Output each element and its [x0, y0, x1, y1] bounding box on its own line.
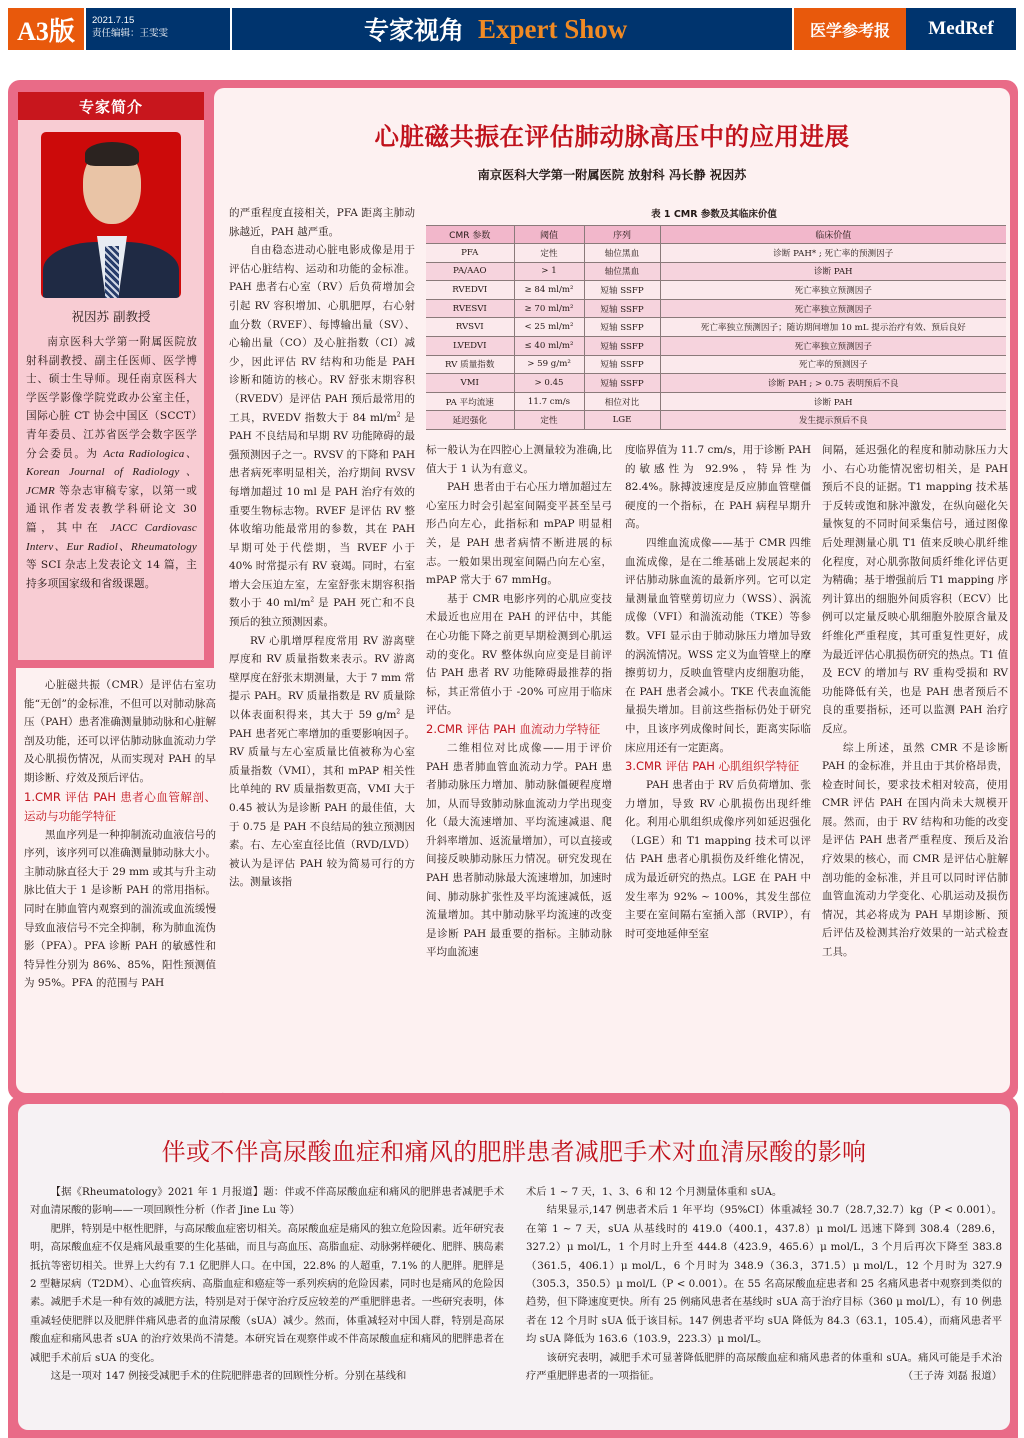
table-cell: 诊断 PAH [660, 262, 1006, 281]
table-cell: 11.7 cm/s [514, 392, 584, 411]
paragraph: PAH 患者由于右心压力增加超过左心室压力时会引起室间隔变平甚至呈弓形凸向左心，此指标和 mPAP 明显相关，是 PAH 患者病情不断进展的标志。一般如果出现室间隔凸向左心室，mPAP 常大于 67 mmHg。 [426, 481, 612, 587]
paragraph: 【据《Rheumatology》2021 年 1 月报道】题：伴或不伴高尿酸血症和痛风的肥胖患者减肥手术对血清尿酸的影响——一项回顾性分析（作者 Jine Lu 等） [30, 1186, 504, 1217]
table-cell: 死亡率的预测因子 [660, 355, 1006, 374]
issue-date: 2021.7.15 [92, 15, 135, 26]
table-cell: LVEDVI [426, 336, 514, 355]
table-cell: VMI [426, 374, 514, 393]
table-caption: 表 1 CMR 参数及其临床价值 [651, 209, 777, 220]
table-cell: PA/AAO [426, 262, 514, 281]
table-cell: RVSVI [426, 318, 514, 337]
table-header-cell: CMR 参数 [426, 226, 514, 244]
table-cell: 延迟强化 [426, 411, 514, 430]
column-title [232, 8, 792, 50]
brand-name-zh: 医学参考报 [794, 8, 906, 50]
paragraph: 心脏磁共振（CMR）是评估右室功能“无创”的金标准，不但可以对肺动脉高压（PAH）患者准确测量肺动脉和心脏解剖及功能，还可以评估肺动脉血流动力学及心肌损伤情况，从而实现对 PAH 的早期诊断、疗效及预后评估。 [24, 679, 216, 784]
table-cell: RV 质量指数 [426, 355, 514, 374]
paragraph: 间隔，延迟强化的程度和肺动脉压力大小、右心功能情况密切相关，是 PAH 预后不良的证据。T1 mapping 技术基于反转或饱和脉冲激发，在纵向磁化矢量恢复的不同时间采集信号，通过图像后处理测量心肌 T1 值来反映心肌纤维化程度，对心肌弥散间质纤维化评估更为精确；基于增强前后 T1 mapping 序列计算出的细胞外间质容积（ECV）比例可以定量反映心肌细胞外胶原含量及纤维化严重程度，其可重复性更好，成为最近评估心肌损伤研究的热点。T1 值及 ECV 的增加与 RV 重构受损和 RV 功能降低有关，也是 PAH 患者预后不良的重要指标，还可以监测 PAH 治疗反应。 [822, 444, 1008, 735]
page-header [8, 8, 1016, 50]
table-cell: 短轴 SSFP [584, 281, 660, 300]
section-heading-3: 3.CMR 评估 PAH 心肌组织学特征 [625, 759, 800, 774]
edition-label: A3版 [8, 8, 84, 50]
paragraph: 术后 1 ~ 7 天，1、3、6 和 12 个月测量体重和 sUA。 [526, 1186, 783, 1198]
table-header-cell: 临床价值 [660, 226, 1006, 244]
expert-portrait-icon [41, 132, 181, 298]
table-row [426, 281, 1006, 300]
article2-left-column [30, 1183, 504, 1385]
paragraph: 综上所述，虽然 CMR 不是诊断 PAH 的金标准，并且由于其价格昂贵，检查时间长，要求技术相对较高，使用 CMR 评估 PAH 在国内尚未大规模开展。然而，由于 RV 结构和功能的改变是评估 PAH 患者严重程度、预后及治疗效果的核心，而 CMR 是评估心脏解剖功能的金标准，并且可以同时评估肺血管血流动力学变化、心肌运动及损伤情况，其必将成为 PAH 早期诊断、预后评估及检测其治疗效果的一站式检查工具。 [822, 741, 1008, 959]
table-row [426, 244, 1006, 263]
paragraph: RV 心肌增厚程度常用 RV 游离壁厚度和 RV 质量指数来表示。RV 游离壁厚度在舒张末期测量，大于 7 mm 常提示 PAH。RV 质量指数是 RV 质量除以体表面积得来，其大于 59 $g/m^2$ 是 PAH 患者死亡率增加的重要影响因子。RV 质量与左心室质量比值被称为心室质量指数（VMI），其和 mPAP 相关性比单纯的 RV 质量指数更高，VMI 大于 0.45 被认为是诊断 PAH 的最佳值，大于 0.75 是 PAH 不良结局的独立预测因素。右、左心室直径比值（RVD/LVD）被认为是评估 PAH 较为简易可行的方法。测量该指 [229, 634, 415, 889]
table-cell: ≥ 84 ml/m² [514, 281, 584, 300]
article1-col1 [24, 676, 216, 993]
table-header-cell: 序列 [584, 226, 660, 244]
table-cell: 死亡率独立预测因子 [660, 336, 1006, 355]
table-cell: 诊断 PAH ; > 0.75 表明预后不良 [660, 374, 1006, 393]
table-cell: ≥ 70 ml/m² [514, 299, 584, 318]
table-cell: > 59 g/m² [514, 355, 584, 374]
table-cell: > 1 [514, 262, 584, 281]
paragraph: 自由稳态进动心脏电影成像是用于评估心脏结构、运动和功能的金标准。PAH 患者右心室（RV）后负荷增加会引起 RV 容积增加、心肌肥厚，右心射血分数（RVEF）、每博输出量（SV）、心输出量（CO）及心脏指数（CI）减少，因此评估 RV 结构和功能是 PAH 诊断和随访的核心。RV 舒张末期容积（RVEDV）是评估 PAH 预后最常用的工具，RVEDV 指数大于 84 $ml/m^2$ 是 PAH 不良结局和早期 RV 功能障碍的最强预测因子之一。RVSV 的下降和 PAH 患者病死率明显相关，治疗期间 RVSV 每增加超过 10 ml 是 PAH 治疗有效的重要生物标志物。RVEF 是评估 RV 整体收缩功能最常用的参数，其在 PAH 早期可处于代偿期，当 RVEF 小于 40% 时常提示有 RV 衰竭。同时，右室增大会压迫左室，左室舒张末期容积指数小于 40 $ml/m^2$ 是 PAH 死亡和不良预后的独立预测因素。 [229, 244, 415, 629]
table-row [426, 374, 1006, 393]
table-row [426, 336, 1006, 355]
article2-right-column [526, 1183, 1002, 1385]
table-cell: RVEDVI [426, 281, 514, 300]
paragraph: 肥胖，特别是中枢性肥胖，与高尿酸血症密切相关。高尿酸血症是痛风的独立危险因素。近年研究表明，高尿酸血症不仅是痛风最重要的生化基础，而且与高血压、高脂血症、动脉粥样硬化、肥胖、胰岛素抵抗等密切相关。世界上大约有 7.1 亿肥胖人口。在中国，22.8% 的人超重，7.1% 的人肥胖。肥胖是 2 型糖尿病（T2DM）、心血管疾病、高脂血症和癌症等一系列疾病的危险因素，同时也是痛风的危险因素。减肥手术是一种有效的减肥方法，特别是对于保守治疗反应较差的严重肥胖患者。一些研究表明，体重减轻使肥胖以及肥胖伴痛风患者的血清尿酸（sUA）减少。然而，体重减轻对中国人群，特别是高尿酸血症和痛风患者 sUA 的治疗效果尚不清楚。本研究旨在观察伴或不伴高尿酸血症和痛风的肥胖患者在减肥手术前后 sUA 的变化。 [30, 1222, 504, 1364]
cmr-parameter-table [426, 225, 1006, 430]
table-cell: 定性 [514, 411, 584, 430]
expert-bio [18, 92, 204, 660]
paragraph: 标一般认为在四腔心上测量较为准确,比值大于 1 认为有意义。 [426, 444, 612, 475]
table-cell: 发生提示预后不良 [660, 411, 1006, 430]
table-cell: > 0.45 [514, 374, 584, 393]
expert-name: 祝因苏 副教授 [71, 309, 151, 324]
issue-editor: 责任编辑：王雯雯 [92, 28, 169, 39]
table-cell: 诊断 PAH* ; 死亡率的预测因子 [660, 244, 1006, 263]
table-cell: PFA [426, 244, 514, 263]
table-cell: 死亡率独立预测因子 [660, 281, 1006, 300]
table-row [426, 411, 1006, 430]
expert-intro: 南京医科大学第一附属医院放射科副教授、副主任医师、医学博士、硕士生导师。现任南京医科大学医学影像学院党政办公室主任，国际心脏 CT 协会中国区（SCCT）青年委员、江苏省医学会数字医学分会委员。为 Acta Radiologica、Korean Journal of Radiology、JCMR 等杂志审稿专家，以第一或通讯作者发表教学科研论文 30 篇，其中在 JACC Cardiovasc Interv、Eur Radiol、Rheumatology 等 SCI 杂志上发表论文 14 篇，主持多项国家级和省级课题。 [26, 336, 197, 590]
table-cell: 短轴 SSFP [584, 355, 660, 374]
table-cell: 短轴 SSFP [584, 374, 660, 393]
paragraph: 该研究表明，减肥手术可显著降低肥胖的高尿酸血症和痛风患者的体重和 sUA。痛风可能是手术治疗严重肥胖患者的一项指征。 （王子涛 刘磊 报道） [526, 1349, 1002, 1386]
paragraph: 结果显示,147 例患者术后 1 年平均（95%CI）体重减轻 30.7（28.7,32.7）kg（P < 0.001）。在第 1 ~ 7 天，sUA 从基线时的 419.0（400.1，437.8）μ mol/L 迅速下降到 308.4（289.6，327.2）μ mol/L，1 个月时上升至 444.8（423.9，465.6）μ mol/L，3 个月后再次下降至 383.8（361.5，406.1）μ mol/L，6 个月时为 348.9（36.3，371.5）μ mol/L，12 个月时为 327.9（305.3，350.5）μ mol/L（P < 0.001）。在 55 名高尿酸血症患者和 25 名痛风患者中观察到类似的趋势，但下降速度更快。所有 25 例痛风患者在基线时 sUA 高于治疗目标（360 μ mol/L），有 10 例患者在 12 个月时 sUA 低于该目标。147 例患者平均 sUA 降低为 84.3（63.1，105.4），而痛风患者平均 sUA 降低为 163.6（103.9，223.3）μ mol/L。 [526, 1204, 1002, 1346]
table-header-cell: 阈值 [514, 226, 584, 244]
article1-col2 [229, 204, 415, 892]
table-row [426, 392, 1006, 411]
table-cell: 死亡率独立预测因子 [660, 299, 1006, 318]
table-cell: 短轴 SSFP [584, 336, 660, 355]
table-cell: 诊断 PAH [660, 392, 1006, 411]
table-cell: 死亡率独立预测因子；随访期间增加 10 mL 提示治疗有效、预后良好 [660, 318, 1006, 337]
expert-bio-title: 专家简介 [18, 92, 204, 120]
table-cell: 轴位黑血 [584, 244, 660, 263]
paragraph: 这是一项对 147 例接受减肥手术的住院肥胖患者的回顾性分析。分别在基线和 [50, 1370, 407, 1383]
paragraph: 度临界值为 11.7 cm/s，用于诊断 PAH 的敏感性为 92.9%，特异性为 82.4%。脉搏波速度是反应肺血管壁僵硬度的一个指标，在 PAH 病程早期升高。 [625, 444, 811, 531]
article2-title: 伴或不伴高尿酸血症和痛风的肥胖患者减肥手术对血清尿酸的影响 [161, 1138, 867, 1166]
issue-meta [86, 8, 230, 50]
table-row [426, 299, 1006, 318]
brand-name-en: MedRef [906, 8, 1016, 50]
article1-col3 [426, 441, 612, 962]
article1-title: 心脏磁共振在评估肺动脉高压中的应用进展 [374, 122, 850, 151]
table-cell: ≤ 40 ml/m² [514, 336, 584, 355]
table-cell: 轴位黑血 [584, 262, 660, 281]
table-row [426, 355, 1006, 374]
table-cell: 相位对比 [584, 392, 660, 411]
column-title-en: Expert Show [478, 13, 628, 44]
table-cell: LGE [584, 411, 660, 430]
reporter-credit: （王子涛 刘磊 报道） [902, 1370, 1002, 1383]
column-title-zh: 专家视角 [364, 16, 465, 45]
table-cell: 短轴 SSFP [584, 318, 660, 337]
table-cell: 定性 [514, 244, 584, 263]
paragraph: 二维相位对比成像——用于评价 PAH 患者肺血管血流动力学。PAH 患者肺动脉压力增加、肺动脉僵硬程度增加，从而导致肺动脉血流动力学出现变化（最大流速增加、平均流速减退、爬升斜率增加、返流量增加），可以直接或间接反映肺动脉压力情况。研究发现在 PAH 患者肺动脉最大流速增加，加速时间、肺动脉扩张性及平均流速减低，返流量增加。其中肺动脉平均流速的改变是诊断 PAH 最重要的指标。主肺动脉平均血流速 [426, 741, 612, 959]
section-heading-2: 2.CMR 评估 PAH 血流动力学特征 [426, 721, 601, 736]
table-row [426, 318, 1006, 337]
paragraph: 的严重程度直接相关，PFA 距离主肺动脉越近，PAH 越严重。 [229, 207, 415, 238]
table-cell: RVESVI [426, 299, 514, 318]
article1-byline: 南京医科大学第一附属医院 放射科 冯长静 祝因苏 [477, 168, 747, 182]
table-cell: < 25 ml/m² [514, 318, 584, 337]
article1-col4 [625, 441, 811, 943]
paragraph: 四维血流成像——基于 CMR 四维血流成像，是在二维基础上发展起来的评估肺动脉血流的最新序列。它可以定量测量血管壁剪切应力（WSS）、涡流成像（VFI）和湍流动能（TKE）等参数。VFI 显示由于肺动脉压力增加导致的涡流情况。WSS 定义为血管壁上的摩擦剪切力，反映血管壁内皮细胞功能，在 PAH 患者会减小。TKE 代表血流能量损失增加。目前这些指标仍处于研究中，且该序列成像时间长，距离实际临床应用还有一定距离。 [625, 536, 811, 754]
paragraph: PAH 患者由于 RV 后负荷增加、张力增加，导致 RV 心肌损伤出现纤维化。利用心肌组织成像序列如延迟强化（LGE）和 T1 mapping 技术可以评估 PAH 患者心肌损伤及纤维化情况，成为最近研究的热点。LGE 在 PAH 中发生率为 92% ~ 100%，其发生部位主要在室间隔右室插入部（RVIP），有时可变地延伸至室 [625, 779, 811, 940]
section-heading-1: 1.CMR 评估 PAH 患者心血管解剖、运动与功能学特征 [24, 789, 216, 823]
article1-col5 [822, 441, 1008, 962]
table-row [426, 262, 1006, 281]
paragraph: 黑血序列是一种抑制流动血液信号的序列，该序列可以准确测量肺动脉大小。主肺动脉直径大于 29 mm 或其与升主动脉比值大于 1 是诊断 PAH 的常用指标。同时在肺血管内观察到的湍流或血流缓慢导致血液信号不完全抑制，称为肺血流伪影（PFA）。PFA 诊断 PAH 的敏感性和特异性分别为 86%、85%，阳性预测值为 95%。PFA 的范围与 PAH [24, 828, 216, 990]
table-cell: PA 平均流速 [426, 392, 514, 411]
paragraph: 基于 CMR 电影序列的心肌应变技术最近也应用在 PAH 的评估中，其能在心功能下降之前更早期检测到心肌运动的变化。RV 整体纵向应变是目前评估 PAH 患者 RV 功能障碍最推荐的指标，其正常值小于 -20% 可应用于临床评估。 [426, 592, 612, 717]
table-cell: 短轴 SSFP [584, 299, 660, 318]
